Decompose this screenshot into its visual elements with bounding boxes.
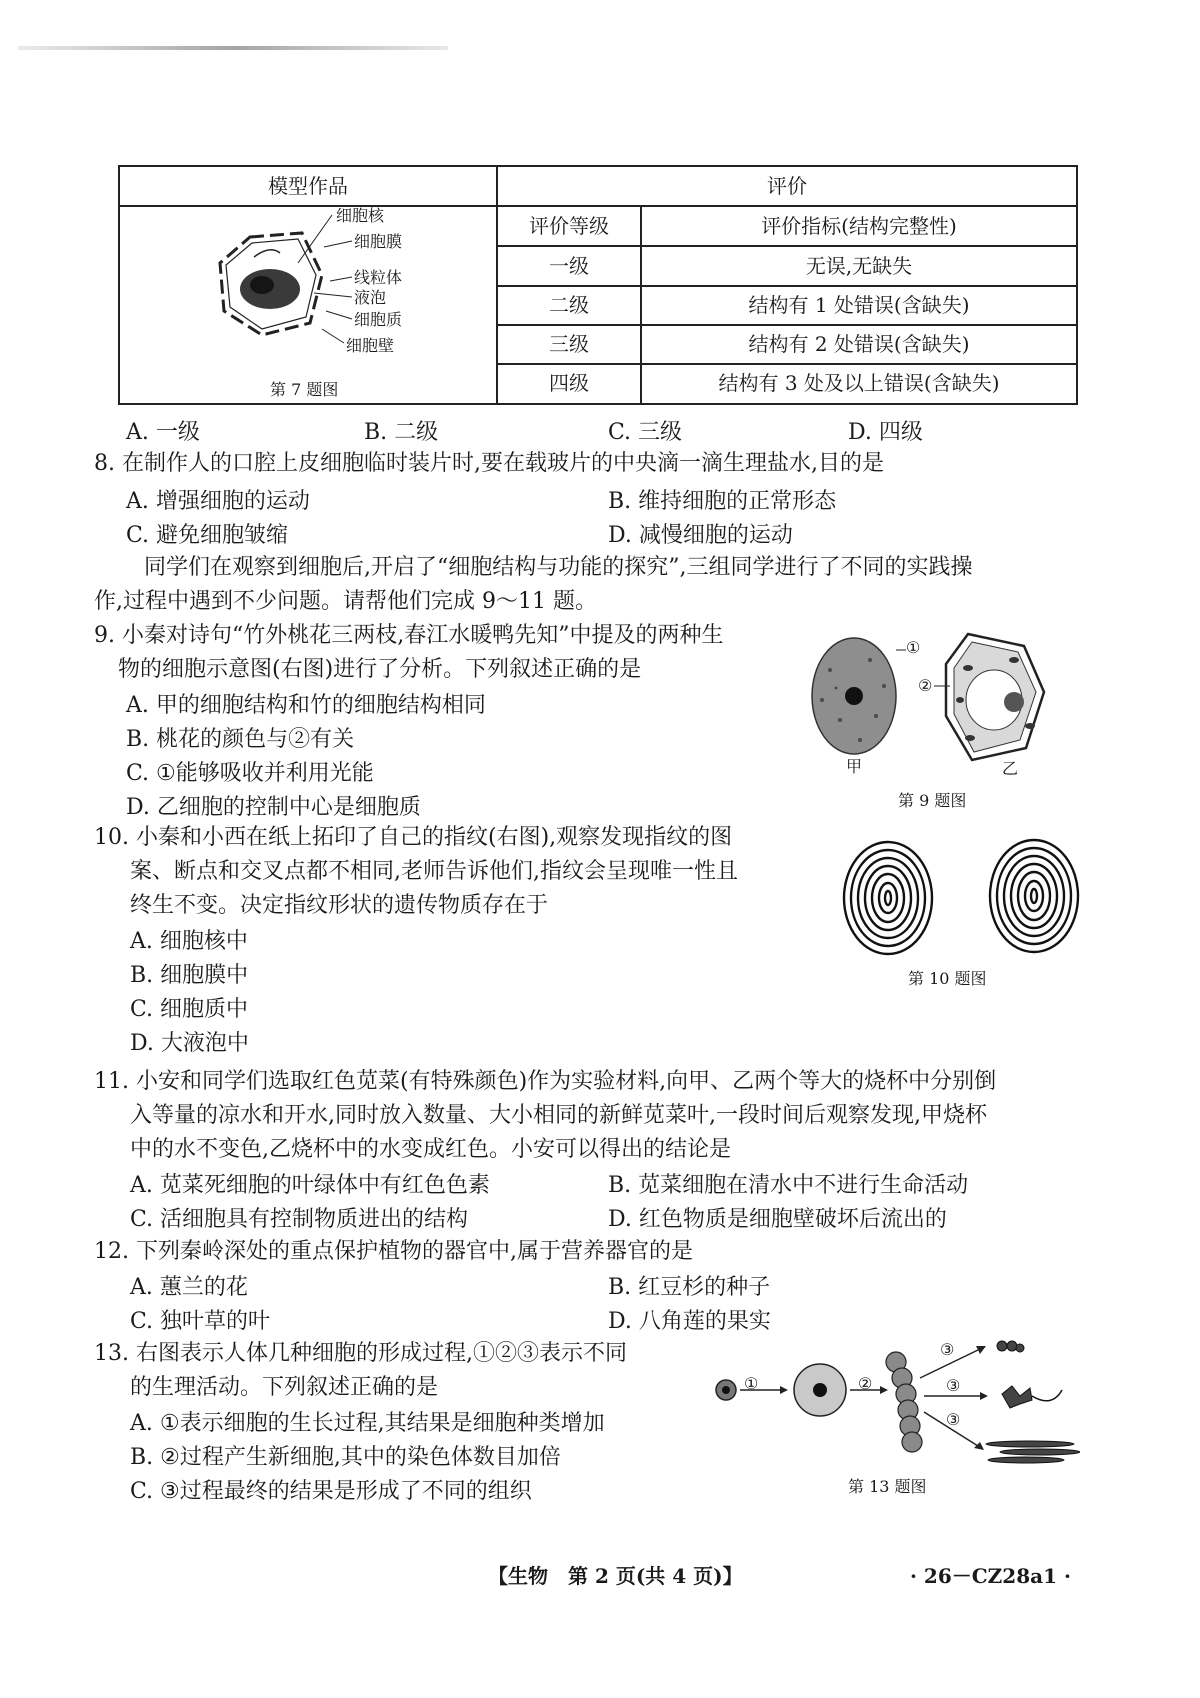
q7-option-c: C. 三级 <box>608 420 683 445</box>
q10-stem-3: 终生不变。决定指纹形状的遗传物质存在于 <box>130 893 549 918</box>
q9-option-d: D. 乙细胞的控制中心是细胞质 <box>126 795 421 820</box>
row-level: 四级 <box>549 371 589 395</box>
intro-line-1: 同学们在观察到细胞后,开启了“细胞结构与功能的探究”,三组同学进行了不同的实践操 <box>144 555 973 580</box>
q11-option-b: B. 苋菜细胞在清水中不进行生命活动 <box>608 1173 969 1198</box>
q12-option-a: A. 蕙兰的花 <box>130 1275 248 1300</box>
q12-option-d: D. 八角莲的果实 <box>608 1309 771 1334</box>
q9-option-a: A. 甲的细胞结构和竹的细胞结构相同 <box>126 693 486 718</box>
q10-stem-1: 10. 小秦和小西在纸上拓印了自己的指纹(右图),观察发现指纹的图 <box>94 825 733 850</box>
q8-option-d: D. 减慢细胞的运动 <box>608 523 793 548</box>
fig13-label-3: ③ <box>946 1376 961 1395</box>
row-level: 三级 <box>549 332 589 356</box>
q11-option-a: A. 苋菜死细胞的叶绿体中有红色色素 <box>130 1173 490 1198</box>
scan-artifact <box>18 46 448 50</box>
figure-10-caption: 第 10 题图 <box>908 969 987 988</box>
q9-option-c: C. ①能够吸收并利用光能 <box>126 761 374 786</box>
q11-stem-3: 中的水不变色,乙烧杯中的水变成红色。小安可以得出的结论是 <box>130 1137 731 1162</box>
q13-option-b: B. ②过程产生新细胞,其中的染色体数目加倍 <box>130 1445 561 1470</box>
fig13-label-3: ③ <box>940 1340 955 1359</box>
q13-stem-1: 13. 右图表示人体几种细胞的形成过程,①②③表示不同 <box>94 1341 627 1366</box>
col-level: 评价等级 <box>529 214 609 238</box>
q7-option-d: D. 四级 <box>848 420 923 445</box>
q8-option-a: A. 增强细胞的运动 <box>126 489 310 514</box>
figure-7-caption: 第 7 题图 <box>270 380 339 399</box>
row-desc: 无误,无缺失 <box>805 254 913 278</box>
figure-13-cell-process <box>710 1338 1080 1468</box>
page-footer-center: 【生物 第 2 页(共 4 页)】 <box>488 1564 743 1588</box>
evaluation-table <box>118 165 1078 405</box>
fig13-label-3: ③ <box>946 1410 961 1429</box>
figure-9-caption: 第 9 题图 <box>898 791 967 810</box>
intro-line-2: 作,过程中遇到不少问题。请帮他们完成 9～11 题。 <box>94 589 597 614</box>
q9-stem-2: 物的细胞示意图(右图)进行了分析。下列叙述正确的是 <box>118 657 642 682</box>
q10-stem-2: 案、断点和交叉点都不相同,老师告诉他们,指纹会呈现唯一性且 <box>130 859 738 884</box>
fig13-label-2: ② <box>858 1374 873 1393</box>
q13-stem-2: 的生理活动。下列叙述正确的是 <box>130 1375 439 1400</box>
q10-option-d: D. 大液泡中 <box>130 1031 249 1056</box>
label-membrane: 细胞膜 <box>354 232 403 251</box>
row-desc: 结构有 1 处错误(含缺失) <box>748 293 970 317</box>
q13-option-c: C. ③过程最终的结果是形成了不同的组织 <box>130 1479 532 1504</box>
q10-option-b: B. 细胞膜中 <box>130 963 249 988</box>
q8-option-c: C. 避免细胞皱缩 <box>126 523 289 548</box>
q12-option-c: C. 独叶草的叶 <box>130 1309 271 1334</box>
q12-stem: 12. 下列秦岭深处的重点保护植物的器官中,属于营养器官的是 <box>94 1239 693 1264</box>
q7-option-a: A. 一级 <box>126 420 200 445</box>
q9-option-b: B. 桃花的颜色与②有关 <box>126 727 355 752</box>
q10-option-c: C. 细胞质中 <box>130 997 249 1022</box>
table-header-model: 模型作品 <box>268 174 348 198</box>
fig13-label-1: ① <box>744 1374 759 1393</box>
q9-stem-1: 9. 小秦对诗句“竹外桃花三两枝,春江水暖鸭先知”中提及的两种生 <box>94 623 724 648</box>
q11-stem-2: 入等量的凉水和开水,同时放入数量、大小相同的新鲜苋菜叶,一段时间后观察发现,甲烧杯 <box>130 1103 987 1128</box>
label-nucleus: 细胞核 <box>336 206 385 225</box>
page-footer-right: · 26－CZ28a1 · <box>910 1564 1071 1588</box>
q8-stem: 8. 在制作人的口腔上皮细胞临时装片时,要在载玻片的中央滴一滴生理盐水,目的是 <box>94 451 884 476</box>
row-desc: 结构有 3 处及以上错误(含缺失) <box>718 371 1000 395</box>
row-level: 一级 <box>549 254 589 278</box>
q11-stem-1: 11. 小安和同学们选取红色苋菜(有特殊颜色)作为实验材料,向甲、乙两个等大的烧杯中分别倒 <box>94 1069 997 1094</box>
q7-option-b: B. 二级 <box>364 420 439 445</box>
fig9-label-2: ② <box>918 676 933 695</box>
fig9-label-yi: 乙 <box>1002 759 1019 778</box>
figure-9-cells <box>800 630 1100 780</box>
label-vacuole: 液泡 <box>354 288 387 307</box>
figure-13-caption: 第 13 题图 <box>848 1477 927 1496</box>
label-mitochondria: 线粒体 <box>354 268 403 287</box>
q8-option-b: B. 维持细胞的正常形态 <box>608 489 837 514</box>
figure-10-fingerprints <box>834 832 1094 962</box>
q13-option-a: A. ①表示细胞的生长过程,其结果是细胞种类增加 <box>130 1411 605 1436</box>
table-header-evaluation: 评价 <box>767 174 807 198</box>
label-cell-wall: 细胞壁 <box>346 336 395 355</box>
label-cytoplasm: 细胞质 <box>354 310 403 329</box>
q12-option-b: B. 红豆杉的种子 <box>608 1275 771 1300</box>
fig9-label-1: ① <box>906 638 921 657</box>
q10-option-a: A. 细胞核中 <box>130 929 248 954</box>
row-level: 二级 <box>549 293 589 317</box>
col-index: 评价指标(结构完整性) <box>761 214 957 238</box>
fig9-label-jia: 甲 <box>846 757 863 776</box>
q11-option-c: C. 活细胞具有控制物质进出的结构 <box>130 1207 469 1232</box>
q11-option-d: D. 红色物质是细胞壁破坏后流出的 <box>608 1207 947 1232</box>
row-desc: 结构有 2 处错误(含缺失) <box>748 332 970 356</box>
